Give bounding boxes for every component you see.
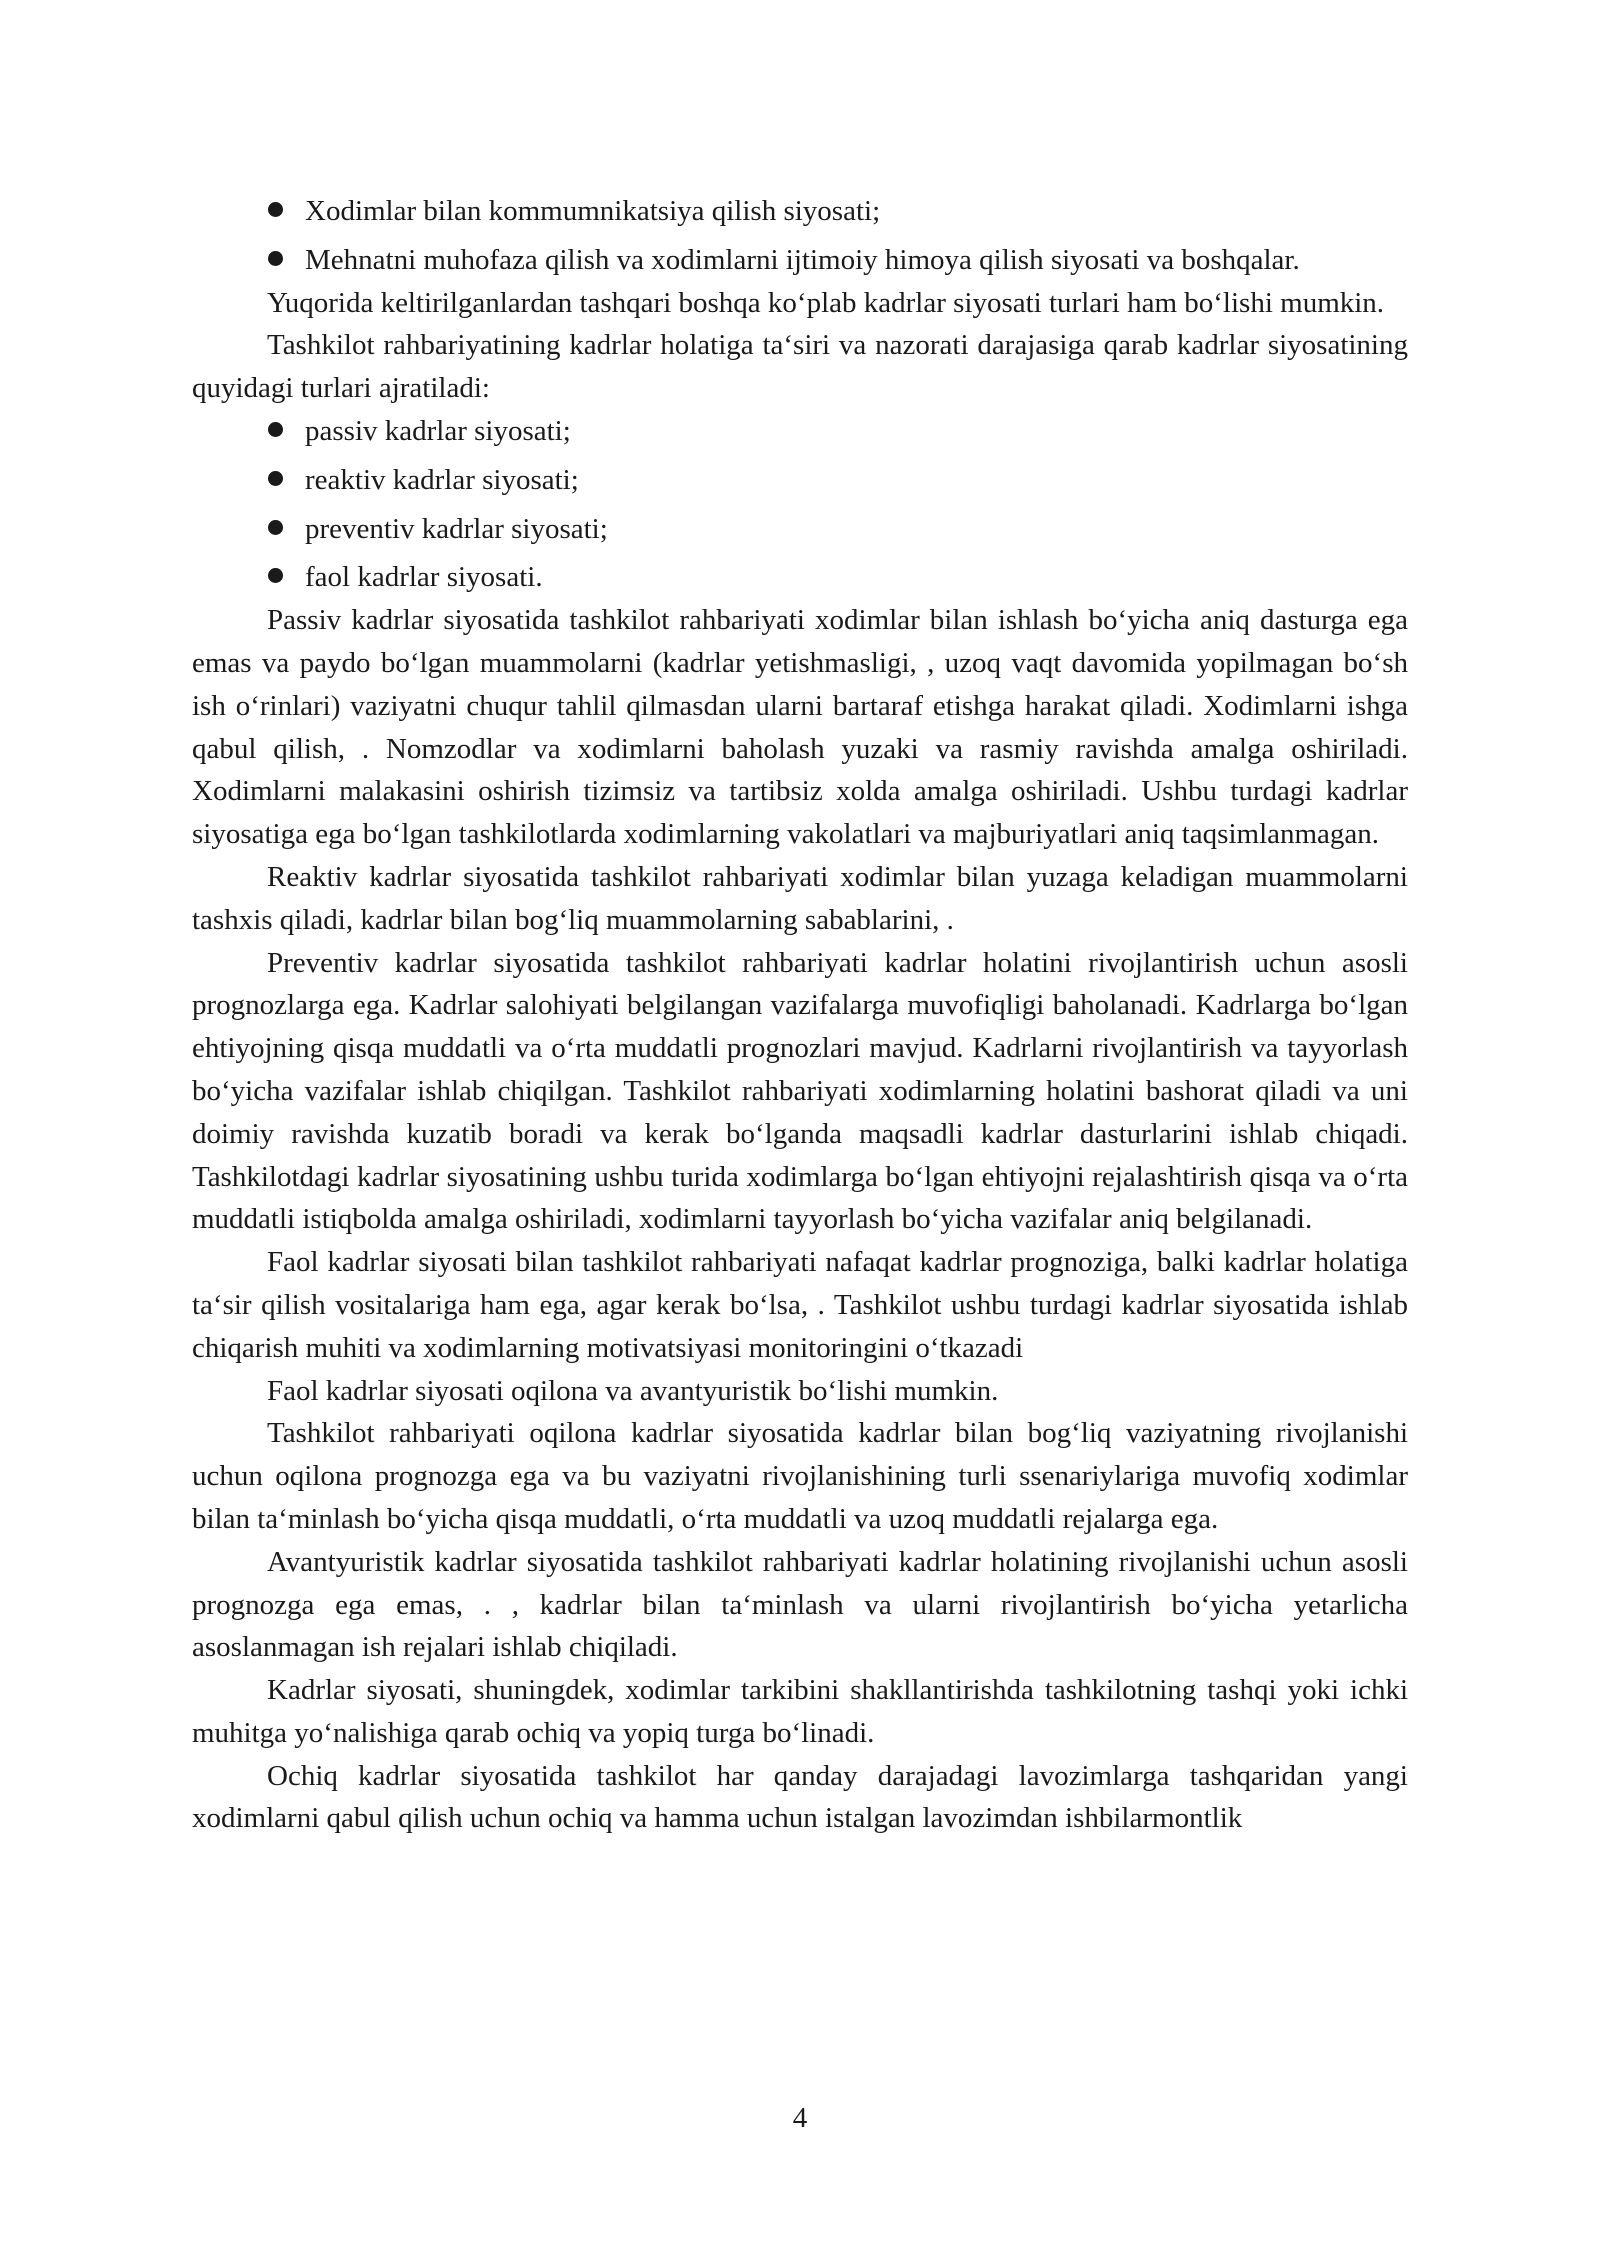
paragraph: Reaktiv kadrlar siyosatida tashkilot rahbariyati xodimlar bilan yuzaga keladigan muammolarni tashxis qiladi, kadrlar bilan bog‘liq muammolarning sabablarini, . bbox=[192, 860, 1408, 936]
paragraph: Ochiq kadrlar siyosatida tashkilot har qanday darajadagi lavozimlarga tashqaridan yangi xodimlarni qabul qilish uchun ochiq va hamma uchun istalgan lavozimdan ishbilarmontlik bbox=[192, 1759, 1408, 1835]
list-item-text: passiv kadrlar siyosati; bbox=[305, 414, 571, 447]
paragraph: Kadrlar siyosati, shuningdek, xodimlar tarkibini shakllantirishda tashkilotning tashqi yoki ichki muhitga yo‘nalishiga qarab ochiq va yopiq turga bo‘linadi. bbox=[192, 1674, 1408, 1749]
intro-bullet-list bbox=[192, 190, 1408, 282]
bullet-icon bbox=[268, 422, 283, 437]
list-item bbox=[192, 459, 1408, 502]
list-item bbox=[192, 410, 1408, 453]
list-item bbox=[192, 556, 1408, 599]
bullet-icon bbox=[268, 471, 283, 486]
list-item-text: Mehnatni muhofaza qilish va xodimlarni ijtimoiy himoya qilish siyosati va boshqalar. bbox=[305, 243, 1300, 276]
paragraph: Preventiv kadrlar siyosatida tashkilot rahbariyati kadrlar holatini rivojlantirish uchun asosli prognozlarga ega. Kadrlar salohiyati belgilangan vazifalarga muvofiqligi baholanadi. Kadrlarga bo‘lgan ehtiyojning qisqa muddatli va o‘rta muddatli prognozlari mavjud. Kadrlarni rivojlantirish va tayyorlash bo‘yicha vazifalar ishlab chiqilgan. Tashkilot rahbariyati xodimlarning holatini bashorat qiladi va uni doimiy ravishda kuzatib boradi va kerak bo‘lganda maqsadli kadrlar dasturlarini ishlab chiqadi. Tashkilotdagi kadrlar siyosatining ushbu turida xodimlarga bo‘lgan ehtiyojni rejalashtirish qisqa va o‘rta muddatli istiqbolda amalga oshiriladi, xodimlarni tayyorlash bo‘yicha vazifalar aniq belgilanadi. bbox=[192, 946, 1408, 1236]
paragraph: Faol kadrlar siyosati bilan tashkilot rahbariyati nafaqat kadrlar prognoziga, balki kadrlar holatiga ta‘sir qilish vositalariga ham ega, agar kerak bo‘lsa, . Tashkilot ushbu turdagi kadrlar siyosatida ishlab chiqarish muhiti va xodimlarning motivatsiyasi monitoringini o‘tkazadi bbox=[192, 1246, 1408, 1364]
list-item-text: faol kadrlar siyosati. bbox=[305, 561, 543, 594]
bullet-icon bbox=[268, 251, 283, 266]
paragraph: Tashkilot rahbariyatining kadrlar holatiga ta‘siri va nazorati darajasiga qarab kadrlar siyosatining quyidagi turlari ajratiladi: bbox=[192, 329, 1408, 405]
page-number: 4 bbox=[792, 2102, 808, 2134]
bullet-icon bbox=[268, 568, 283, 583]
list-item-text: preventiv kadrlar siyosati; bbox=[305, 512, 608, 545]
list-item bbox=[192, 190, 1408, 233]
list-item bbox=[192, 508, 1408, 551]
paragraph: Passiv kadrlar siyosatida tashkilot rahbariyati xodimlar bilan ishlash bo‘yicha aniq dasturga ega emas va paydo bo‘lgan muammolarni (kadrlar yetishmasligi, , uzoq vaqt davomida yopilmagan bo‘sh ish o‘rinlari) vaziyatni chuqur tahlil qilmasdan ularni bartaraf etishga harakat qiladi. Xodimlarni ishga qabul qilish, . Nomzodlar va xodimlarni baholash yuzaki va rasmiy ravishda amalga oshiriladi. Xodimlarni malakasini oshirish tizimsiz va tartibsiz xolda amalga oshiriladi. Ushbu turdagi kadrlar siyosatiga ega bo‘lgan tashkilotlarda xodimlarning vakolatlari va majburiyatlari aniq taqsimlanmagan. bbox=[192, 604, 1408, 851]
list-item-text: Xodimlar bilan kommumnikatsiya qilish siyosati; bbox=[305, 195, 881, 227]
document-page bbox=[192, 190, 1408, 1840]
bullet-icon bbox=[268, 520, 283, 535]
policy-types-list bbox=[192, 410, 1408, 599]
paragraph: Faol kadrlar siyosati oqilona va avantyuristik bo‘lishi mumkin. bbox=[267, 1374, 999, 1407]
paragraph: Avantyuristik kadrlar siyosatida tashkilot rahbariyati kadrlar holatining rivojlanishi uchun asosli prognozga ega emas, . , kadrlar bilan ta‘minlash va ularni rivojlantirish bo‘yicha yetarlicha asoslanmagan ish rejalari ishlab chiqiladi. bbox=[192, 1545, 1408, 1664]
list-item bbox=[192, 239, 1408, 282]
list-item-text: reaktiv kadrlar siyosati; bbox=[305, 463, 579, 496]
paragraph: Yuqorida keltirilganlardan tashqari boshqa ko‘plab kadrlar siyosati turlari ham bo‘lishi mumkin. bbox=[267, 286, 1385, 319]
bullet-icon bbox=[268, 202, 283, 217]
paragraph: Tashkilot rahbariyati oqilona kadrlar siyosatida kadrlar bilan bog‘liq vaziyatning rivojlanishi uchun oqilona prognozga ega va bu vaziyatni rivojlanishining turli ssenariylariga muvofiq xodimlar bilan ta‘minlash bo‘yicha qisqa muddatli, o‘rta muddatli va uzoq muddatli rejalarga ega. bbox=[192, 1417, 1408, 1535]
